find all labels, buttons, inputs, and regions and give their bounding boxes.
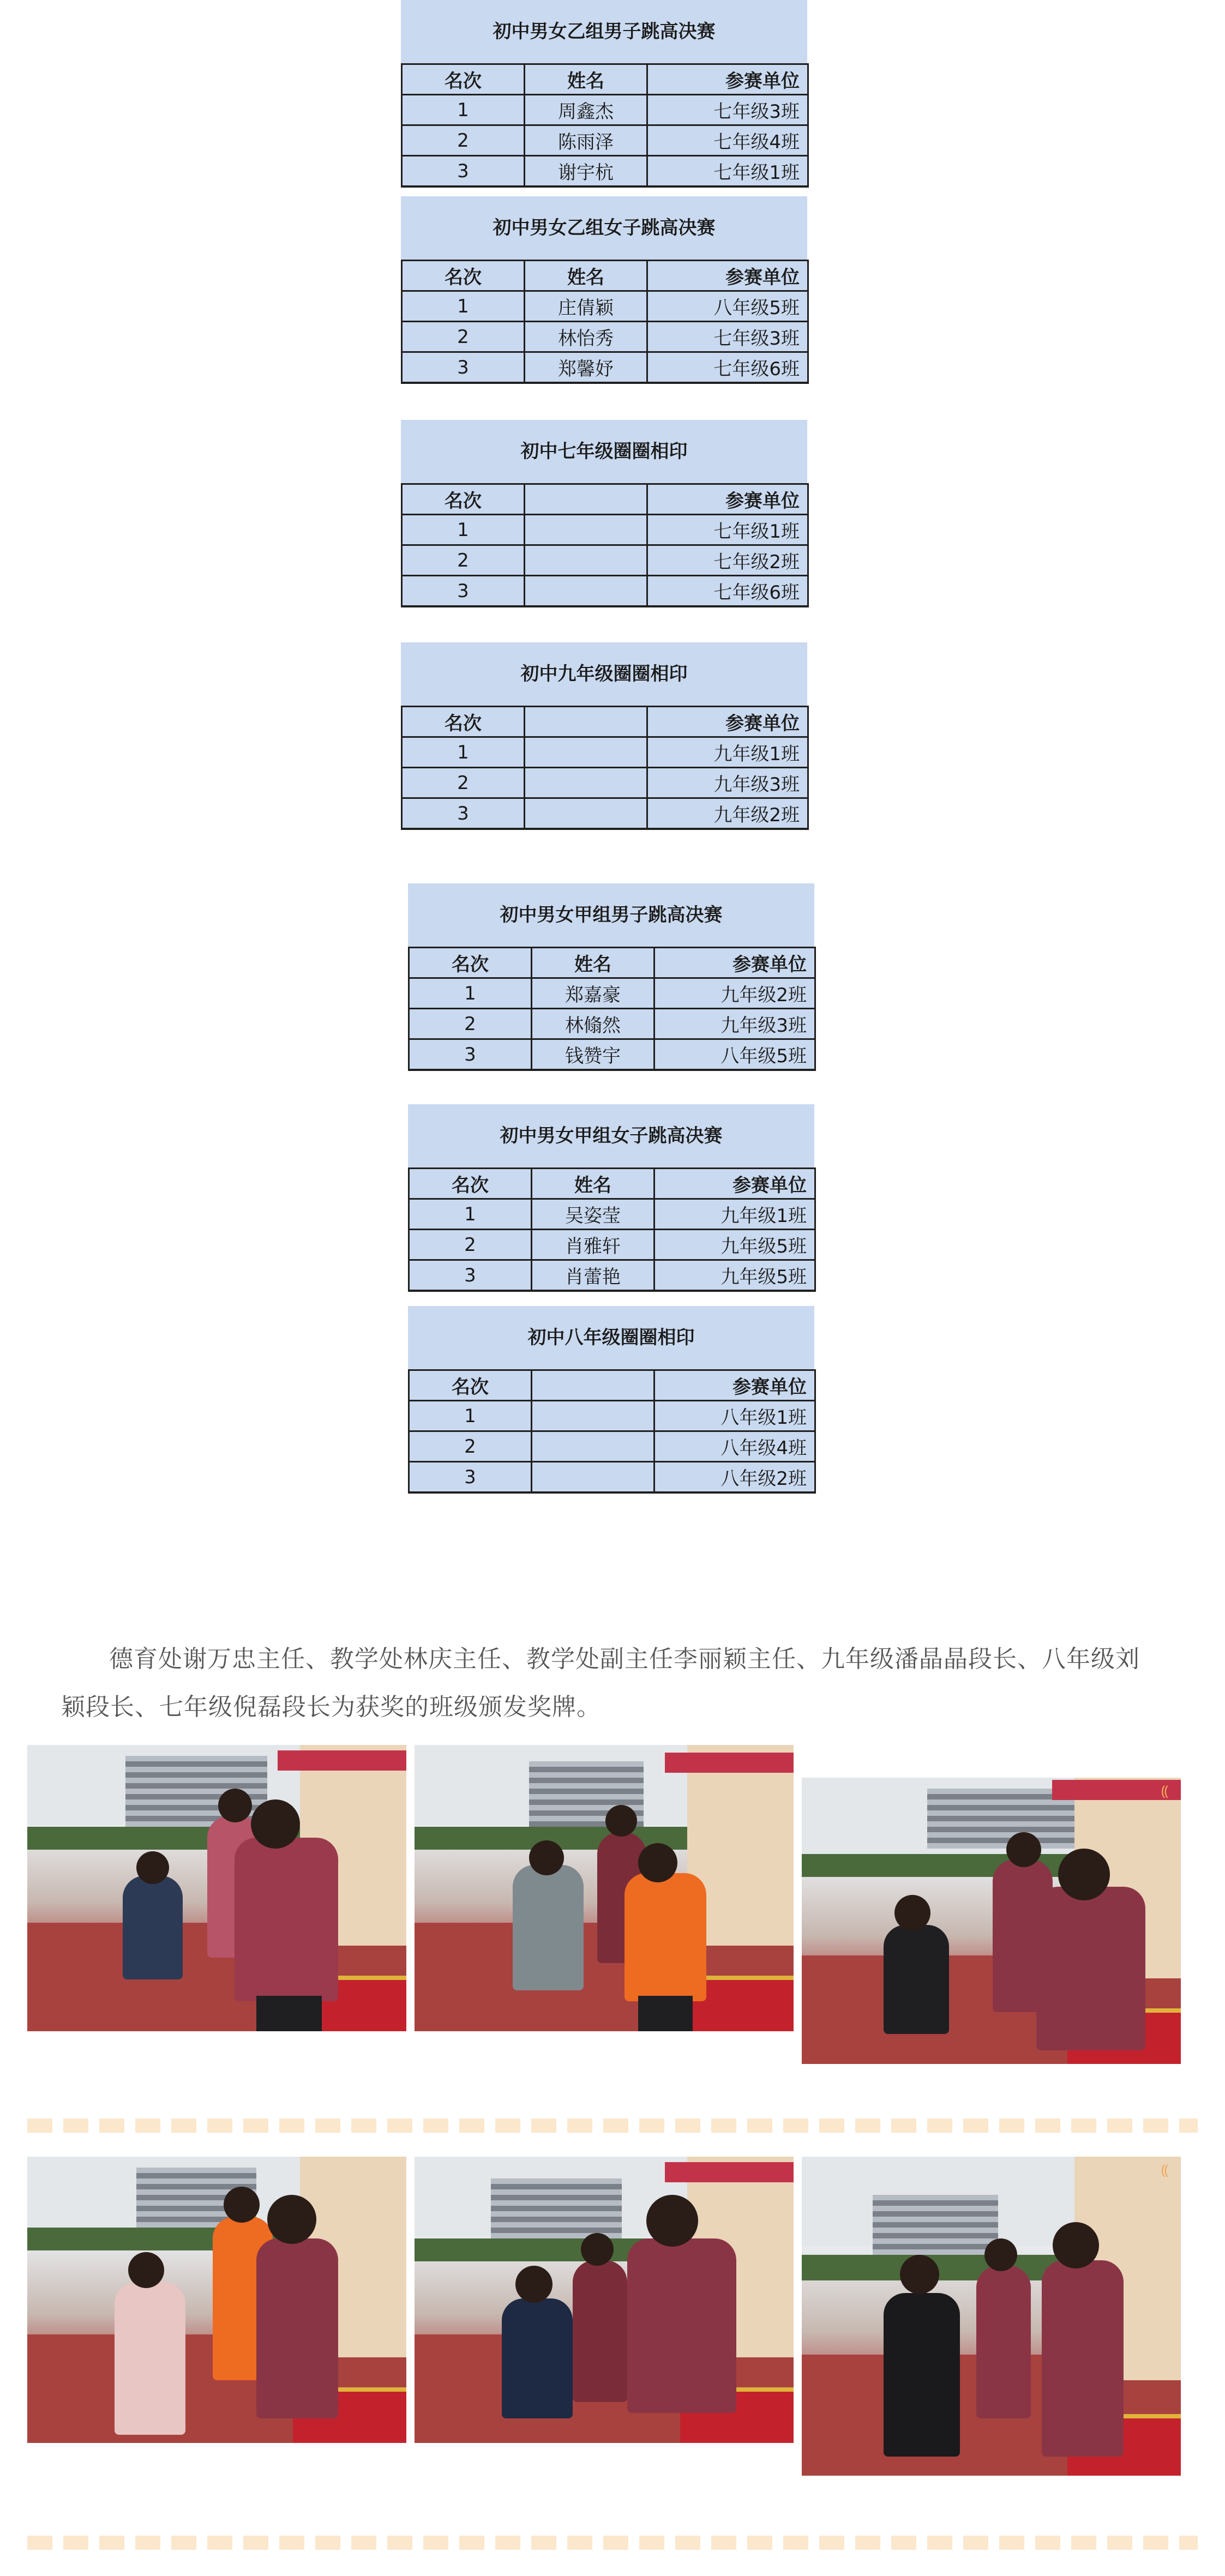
name-cell: [525, 737, 647, 768]
dashed-divider: [27, 2118, 1198, 2133]
name-cell: [525, 576, 647, 607]
unit-cell: 九年级5班: [654, 1230, 815, 1260]
award-photo: [415, 1745, 794, 2031]
name-cell: 肖蕾艳: [532, 1260, 654, 1291]
unit-cell: 七年级1班: [647, 515, 808, 545]
table-row: [402, 798, 808, 829]
corner-mark-icon: ⸨: [1161, 2162, 1169, 2178]
table-row: [409, 1260, 815, 1291]
name-cell: 吴姿莹: [532, 1199, 654, 1230]
unit-cell: 七年级3班: [647, 95, 808, 125]
result-grid: [408, 947, 816, 1071]
result-table: [408, 1104, 814, 1292]
award-photo: [27, 2157, 406, 2443]
column-header: 姓名: [525, 64, 647, 95]
rank-cell: 3: [409, 1039, 532, 1070]
rank-cell: 2: [409, 1431, 532, 1462]
rank-cell: 3: [402, 576, 525, 607]
column-header: [532, 1370, 654, 1401]
table-row: [402, 545, 808, 576]
name-cell: 谢宇杭: [525, 156, 647, 187]
award-paragraph: 德育处谢万忠主任、教学处林庆主任、教学处副主任李丽颖主任、九年级潘晶晶段长、八年级刘颖段长、七年级倪磊段长为获奖的班级颁发奖牌。: [61, 1645, 1140, 1721]
result-table: [408, 883, 814, 1071]
table-row: [409, 978, 815, 1009]
table-title: 初中男女乙组女子跳高决赛: [493, 216, 716, 239]
rank-cell: 3: [402, 156, 525, 187]
unit-cell: 九年级5班: [654, 1260, 815, 1291]
column-header: 参赛单位: [654, 948, 815, 978]
unit-cell: 八年级4班: [654, 1431, 815, 1462]
table-title: 初中男女甲组女子跳高决赛: [500, 1124, 723, 1147]
column-header: 名次: [409, 1370, 532, 1401]
corner-mark-icon: ⸨: [1161, 1783, 1169, 1799]
result-table: [401, 196, 807, 384]
result-table: [408, 1306, 814, 1494]
name-cell: 钱赞宇: [532, 1039, 654, 1070]
column-header: 姓名: [525, 261, 647, 291]
table-row: [409, 1431, 815, 1462]
table-row: [402, 291, 808, 322]
table-row: [402, 125, 808, 156]
column-header: 参赛单位: [647, 261, 808, 291]
table-header-row: [402, 261, 808, 291]
unit-cell: 八年级1班: [654, 1401, 815, 1431]
table-row: [402, 95, 808, 125]
rank-cell: 1: [402, 95, 525, 125]
table-row: [402, 768, 808, 798]
rank-cell: 1: [402, 291, 525, 322]
name-cell: [532, 1401, 654, 1431]
table-header-row: [402, 484, 808, 515]
table-row: [409, 1230, 815, 1260]
column-header: [525, 484, 647, 515]
column-header: 名次: [402, 707, 525, 737]
result-grid: [401, 260, 809, 384]
name-cell: 肖雅轩: [532, 1230, 654, 1260]
column-header: 名次: [402, 64, 525, 95]
table-row: [409, 1199, 815, 1230]
unit-cell: 九年级1班: [654, 1199, 815, 1230]
unit-cell: 七年级6班: [647, 352, 808, 383]
result-grid: [408, 1167, 816, 1292]
column-header: 名次: [402, 484, 525, 515]
table-row: [409, 1009, 815, 1039]
column-header: 姓名: [532, 948, 654, 978]
unit-cell: 九年级2班: [654, 978, 815, 1009]
unit-cell: 七年级6班: [647, 576, 808, 607]
column-header: 参赛单位: [654, 1370, 815, 1401]
rank-cell: 1: [409, 978, 532, 1009]
result-grid: [401, 706, 809, 830]
unit-cell: 八年级5班: [647, 291, 808, 322]
dashed-divider: [27, 2536, 1198, 2550]
table-header-row: [402, 707, 808, 737]
name-cell: [525, 798, 647, 829]
rank-cell: 3: [402, 798, 525, 829]
table-header-row: [409, 1169, 815, 1199]
name-cell: 郑嘉豪: [532, 978, 654, 1009]
result-grid: [401, 483, 809, 607]
name-cell: 林翛然: [532, 1009, 654, 1039]
column-header: 参赛单位: [647, 707, 808, 737]
result-table: [401, 642, 807, 830]
award-photo: [802, 1778, 1181, 2064]
result-table: [401, 420, 807, 607]
award-photo: [27, 1745, 406, 2031]
rank-cell: 2: [402, 768, 525, 798]
table-row: [402, 352, 808, 383]
name-cell: [532, 1462, 654, 1493]
column-header: 名次: [402, 261, 525, 291]
name-cell: 郑馨妤: [525, 352, 647, 383]
table-title: 初中男女乙组男子跳高决赛: [493, 20, 716, 43]
unit-cell: 七年级4班: [647, 125, 808, 156]
name-cell: 林怡秀: [525, 322, 647, 352]
rank-cell: 1: [402, 515, 525, 545]
rank-cell: 3: [409, 1462, 532, 1493]
name-cell: [532, 1431, 654, 1462]
rank-cell: 1: [409, 1199, 532, 1230]
award-photo: [415, 2157, 794, 2443]
table-row: [409, 1462, 815, 1493]
unit-cell: 七年级2班: [647, 545, 808, 576]
rank-cell: 2: [409, 1009, 532, 1039]
column-header: 参赛单位: [654, 1169, 815, 1199]
rank-cell: 3: [402, 352, 525, 383]
name-cell: 陈雨泽: [525, 125, 647, 156]
rank-cell: 2: [402, 125, 525, 156]
name-cell: [525, 515, 647, 545]
column-header: [525, 707, 647, 737]
column-header: 姓名: [532, 1169, 654, 1199]
table-title: 初中九年级圈圈相印: [520, 663, 688, 685]
table-header-row: [402, 64, 808, 95]
name-cell: [525, 768, 647, 798]
rank-cell: 2: [402, 322, 525, 352]
column-header: 名次: [409, 948, 532, 978]
column-header: 参赛单位: [647, 64, 808, 95]
table-row: [402, 156, 808, 187]
rank-cell: 2: [402, 545, 525, 576]
unit-cell: 九年级2班: [647, 798, 808, 829]
table-row: [409, 1401, 815, 1431]
table-row: [409, 1039, 815, 1070]
table-title: 初中男女甲组男子跳高决赛: [500, 904, 723, 926]
rank-cell: 1: [402, 737, 525, 768]
table-header-row: [409, 1370, 815, 1401]
table-row: [402, 576, 808, 607]
rank-cell: 3: [409, 1260, 532, 1291]
unit-cell: 九年级1班: [647, 737, 808, 768]
name-cell: 周鑫杰: [525, 95, 647, 125]
unit-cell: 九年级3班: [654, 1009, 815, 1039]
unit-cell: 八年级5班: [654, 1039, 815, 1070]
unit-cell: 八年级2班: [654, 1462, 815, 1493]
table-header-row: [409, 948, 815, 978]
table-row: [402, 322, 808, 352]
result-grid: [408, 1369, 816, 1494]
column-header: 参赛单位: [647, 484, 808, 515]
name-cell: [525, 545, 647, 576]
rank-cell: 1: [409, 1401, 532, 1431]
result-grid: [401, 63, 809, 188]
unit-cell: 九年级3班: [647, 768, 808, 798]
table-row: [402, 737, 808, 768]
result-table: [401, 0, 807, 188]
rank-cell: 2: [409, 1230, 532, 1260]
table-title: 初中八年级圈圈相印: [527, 1326, 695, 1349]
award-photo: [802, 2157, 1181, 2476]
table-title: 初中七年级圈圈相印: [520, 440, 688, 462]
unit-cell: 七年级1班: [647, 156, 808, 187]
name-cell: 庄倩颖: [525, 291, 647, 322]
column-header: 名次: [409, 1169, 532, 1199]
table-row: [402, 515, 808, 545]
unit-cell: 七年级3班: [647, 322, 808, 352]
